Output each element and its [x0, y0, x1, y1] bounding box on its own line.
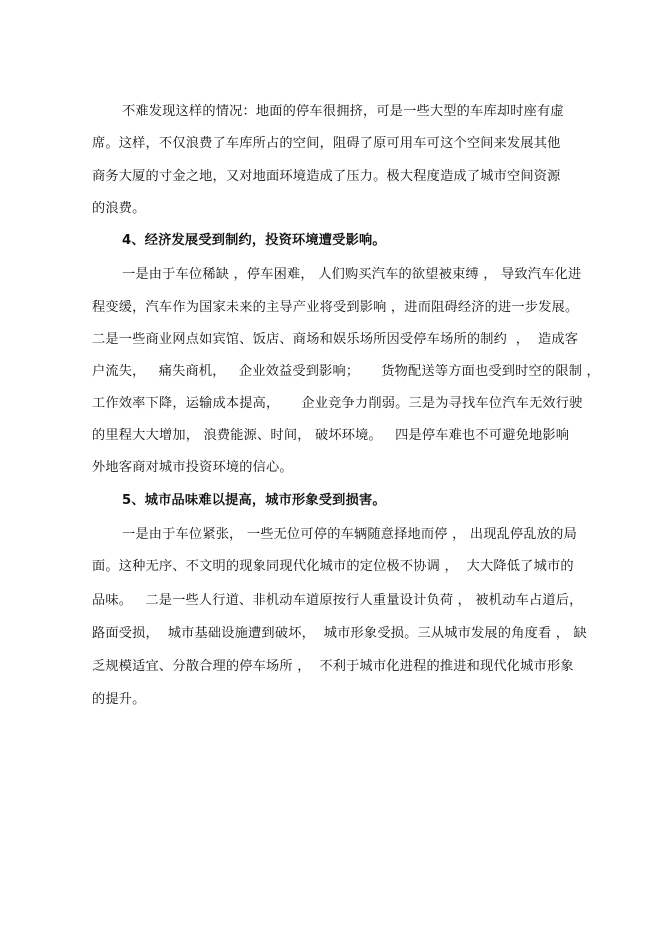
section-heading: 4、经济发展受到制约，投资环境遭受影响。: [122, 233, 386, 248]
paragraph-line: 面。这种无序、不文明的现象同现代化城市的定位极不协调 ， 大大降低了城市的: [92, 559, 574, 574]
paragraph-line: 的提升。: [92, 692, 146, 707]
paragraph-line: 二是一些商业网点如宾馆、饭店、商场和娱乐场所因受停车场所的制约 ， 造成客: [92, 332, 579, 347]
paragraph-line: 乏规模适宜、分散合理的停车场所 ， 不利于城市化进程的推进和现代化城市形象: [92, 659, 574, 674]
paragraph-line: 一是由于车位紧张， 一些无位可停的车辆随意择地而停 ， 出现乱停乱放的局: [122, 527, 577, 542]
section-heading: 5、城市品味难以提高，城市形象受到损害。: [122, 493, 386, 508]
paragraph-line: 品味。 二是一些人行道、非机动车道原按行人重量设计负荷 ， 被机动车占道后，: [92, 593, 583, 608]
paragraph-line: 商务大厦的寸金之地，又对地面环境造成了压力。极大程度造成了城市空间资源: [92, 169, 561, 184]
paragraph-line: 程变缓，汽车作为国家未来的主导产业将受到影响 ，进而阻碍经济的进一步发展。: [92, 300, 579, 315]
paragraph-line: 外地客商对城市投资环境的信心。: [92, 460, 293, 475]
paragraph-line: 不难发现这样的情况：地面的停车很拥挤，可是一些大型的车库却时座有虚: [122, 104, 564, 119]
paragraph-line: 一是由于车位稀缺 ，停车困难， 人们购买汽车的欲望被束缚 ， 导致汽车化进: [122, 267, 582, 282]
paragraph-line: 户流失， 痛失商机， 企业效益受到影响； 货物配送等方面也受到时空的限制 ，: [92, 364, 600, 379]
paragraph-line: 席。这样，不仅浪费了车库所占的空间，阻碍了原可用车可这个空间来发展其他: [92, 136, 561, 151]
paragraph-line: 路面受损， 城市基础设施遭到破坏， 城市形象受损。三从城市发展的角度看 ， 缺: [92, 626, 587, 641]
paragraph-line: 工作效率下降，运输成本提高， 企业竞争力削弱。三是为寻找车位汽车无效行驶: [92, 396, 583, 411]
paragraph-line: 的浪费。: [92, 201, 146, 216]
paragraph-line: 的里程大大增加， 浪费能源、时间， 破坏环境。 四是停车难也不可避免地影响: [92, 428, 570, 443]
